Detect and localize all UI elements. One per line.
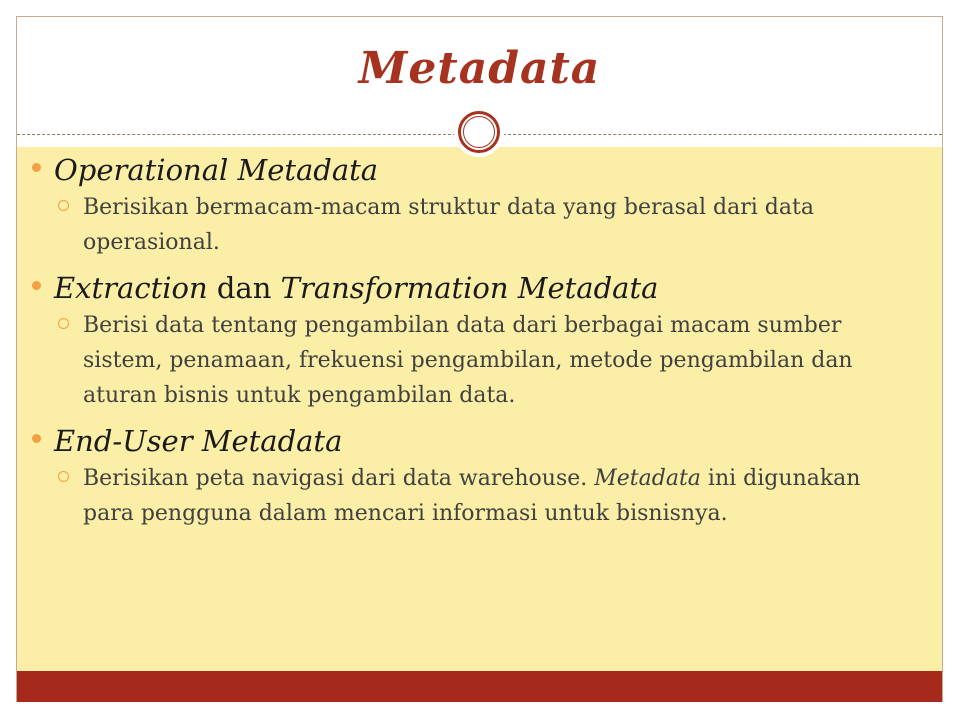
bullet-dot-icon	[32, 281, 41, 290]
sub-text-part: Berisikan peta navigasi dari data warehouse.	[83, 466, 595, 491]
sub-bullet-text: Berisikan bermacam-macam struktur data yang berasal dari data operasional.	[83, 195, 814, 255]
bullet-item-extraction	[30, 270, 890, 413]
ring-ornament-icon	[454, 107, 504, 157]
bullet-title	[54, 270, 890, 306]
bullet-item-operational	[30, 152, 890, 260]
bullet-list	[30, 152, 890, 541]
bullet-title-text: Transformation Metadata	[280, 271, 659, 305]
bullet-dot-icon	[32, 163, 41, 172]
sub-bullet-text	[83, 461, 890, 531]
bullet-title-text: dan	[207, 271, 281, 305]
hollow-bullet-icon	[58, 318, 69, 329]
bullet-title-text: Operational Metadata	[54, 153, 379, 187]
bullet-title	[54, 423, 890, 459]
sub-bullet-text: Berisi data tentang pengambilan data dari berbagai macam sumber sistem, penamaan, frekuensi pengambilan, metode pengambilan dan aturan bisnis untuk pengambilan data.	[83, 313, 853, 408]
ring-inner	[458, 111, 500, 153]
sub-bullet	[54, 308, 890, 413]
bullet-dot-icon	[32, 434, 41, 443]
sub-text-part: ini digunakan para pengguna dalam mencari informasi untuk bisnisnya.	[83, 466, 861, 526]
sub-bullet	[54, 190, 890, 260]
hollow-bullet-icon	[58, 200, 69, 211]
hollow-bullet-icon	[58, 471, 69, 482]
footer-bar	[17, 671, 942, 702]
bullet-title-text: Extraction	[54, 271, 208, 305]
sub-bullet	[54, 461, 890, 531]
sub-text-part: Metadata	[594, 466, 701, 491]
slide-title: Metadata	[358, 43, 601, 94]
bullet-title-text: End-User Metadata	[54, 424, 343, 458]
bullet-title	[54, 152, 890, 188]
bullet-item-end-user	[30, 423, 890, 531]
